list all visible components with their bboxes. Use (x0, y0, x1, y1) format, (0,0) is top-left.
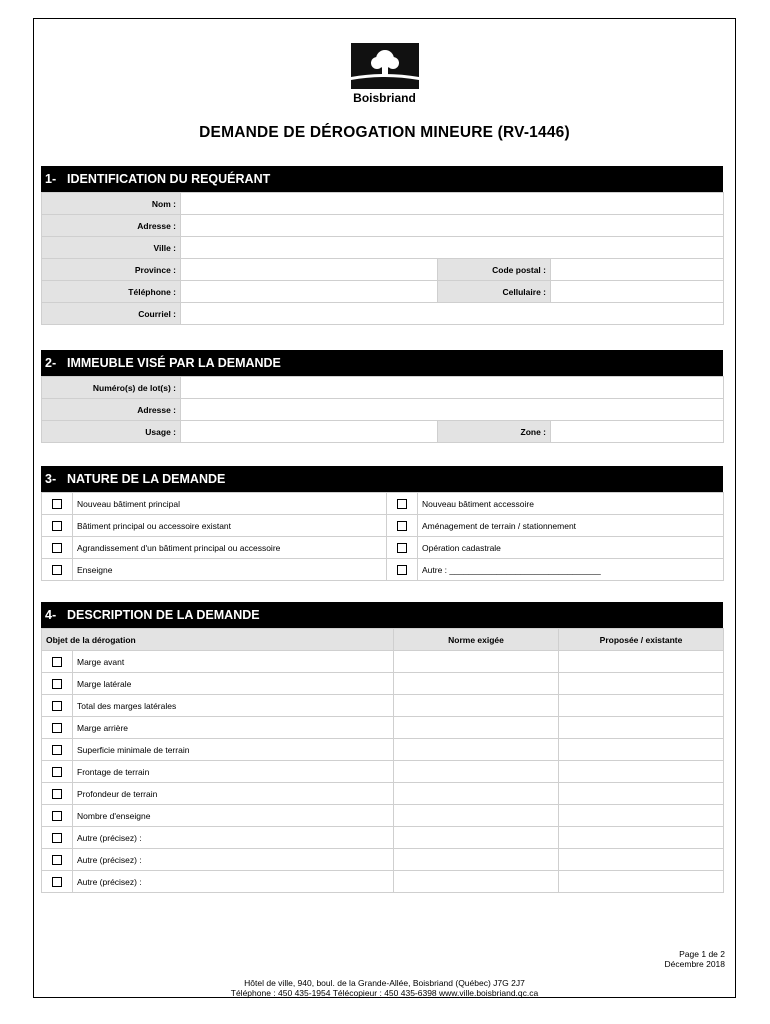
norme-field[interactable] (394, 783, 559, 805)
checkbox[interactable] (52, 877, 62, 887)
checkbox[interactable] (52, 745, 62, 755)
nature-option-label: Autre : ________________________________ (418, 559, 724, 581)
checkbox-cell[interactable] (42, 739, 73, 761)
document-title: DEMANDE DE DÉROGATION MINEURE (RV-1446) (199, 124, 570, 141)
proposee-field[interactable] (559, 849, 724, 871)
checkbox-cell[interactable] (42, 849, 73, 871)
norme-field[interactable] (394, 695, 559, 717)
checkbox[interactable] (52, 833, 62, 843)
section3-table (41, 492, 724, 581)
proposee-field[interactable] (559, 695, 724, 717)
table-row (42, 259, 724, 281)
checkbox-cell[interactable] (42, 515, 73, 537)
norme-field[interactable] (394, 871, 559, 893)
proposee-field[interactable] (559, 805, 724, 827)
contact-line: Téléphone : 450 435-1954 Télécopieur : 450 435-6398 www.ville.boisbriand.qc.ca (230, 988, 539, 998)
checkbox-cell[interactable] (42, 761, 73, 783)
lots-label: Numéro(s) de lot(s) : (42, 377, 181, 399)
checkbox[interactable] (397, 521, 407, 531)
zone-label: Zone : (438, 421, 551, 443)
zone-field[interactable] (551, 421, 724, 443)
checkbox[interactable] (52, 767, 62, 777)
derogation-item-label: Profondeur de terrain (73, 783, 394, 805)
derogation-item-label: Nombre d'enseigne (73, 805, 394, 827)
tree-icon (351, 43, 419, 89)
form-page (33, 18, 736, 998)
nature-option-label: Nouveau bâtiment principal (73, 493, 387, 515)
proposee-field[interactable] (559, 783, 724, 805)
table-row (42, 303, 724, 325)
checkbox[interactable] (52, 855, 62, 865)
revision-date: Décembre 2018 (664, 959, 725, 969)
table-row (42, 871, 724, 893)
address-line: Hôtel de ville, 940, boul. de la Grande-Allée, Boisbriand (Québec) J7G 2J7 (244, 978, 525, 988)
norme-field[interactable] (394, 651, 559, 673)
cellulaire-label: Cellulaire : (438, 281, 551, 303)
table-row (42, 421, 724, 443)
derogation-item-label: Marge latérale (73, 673, 394, 695)
table-row (42, 377, 724, 399)
checkbox-cell[interactable] (42, 717, 73, 739)
derogation-item-label: Marge arrière (73, 717, 394, 739)
adresse-field[interactable] (181, 215, 724, 237)
table-row (42, 493, 724, 515)
norme-field[interactable] (394, 827, 559, 849)
lots-field[interactable] (181, 377, 724, 399)
derogation-item-label: Autre (précisez) : (73, 849, 394, 871)
nature-option-label: Opération cadastrale (418, 537, 724, 559)
table-header-row (42, 629, 724, 651)
section4-header (41, 602, 723, 628)
nature-option-label: Nouveau bâtiment accessoire (418, 493, 724, 515)
courriel-field[interactable] (181, 303, 724, 325)
table-row (42, 651, 724, 673)
table-row (42, 673, 724, 695)
section2-header (41, 350, 723, 376)
table-row (42, 399, 724, 421)
checkbox-cell[interactable] (42, 695, 73, 717)
proposee-field[interactable] (559, 717, 724, 739)
checkbox-cell[interactable] (42, 871, 73, 893)
usage-label: Usage : (42, 421, 181, 443)
page-number: Page 1 de 2 (679, 949, 725, 959)
table-row (42, 827, 724, 849)
province-field[interactable] (181, 259, 438, 281)
table-row (42, 193, 724, 215)
norme-field[interactable] (394, 805, 559, 827)
telephone-field[interactable] (181, 281, 438, 303)
checkbox[interactable] (52, 657, 62, 667)
section4-title: DESCRIPTION DE LA DEMANDE (67, 608, 260, 622)
checkbox-cell[interactable] (42, 651, 73, 673)
checkbox[interactable] (397, 565, 407, 575)
section1-title: IDENTIFICATION DU REQUÉRANT (67, 172, 271, 186)
checkbox-cell[interactable] (42, 493, 73, 515)
section2-number: 2- (45, 356, 57, 370)
nom-field[interactable] (181, 193, 724, 215)
derogation-item-label: Marge avant (73, 651, 394, 673)
immeuble-adresse-label: Adresse : (42, 399, 181, 421)
table-row (42, 537, 724, 559)
derogation-item-label: Total des marges latérales (73, 695, 394, 717)
checkbox[interactable] (52, 499, 62, 509)
proposee-field[interactable] (559, 673, 724, 695)
nature-option-label: Enseigne (73, 559, 387, 581)
norme-field[interactable] (394, 761, 559, 783)
section2-title: IMMEUBLE VISÉ PAR LA DEMANDE (67, 356, 281, 370)
checkbox-cell[interactable] (387, 537, 418, 559)
boisbriand-logo (342, 43, 427, 107)
table-row (42, 695, 724, 717)
checkbox[interactable] (52, 543, 62, 553)
section4-table (41, 628, 724, 893)
checkbox-cell[interactable] (42, 673, 73, 695)
checkbox[interactable] (52, 701, 62, 711)
checkbox[interactable] (52, 521, 62, 531)
proposee-field[interactable] (559, 761, 724, 783)
table-row (42, 739, 724, 761)
section2-table (41, 376, 724, 443)
nature-option-label: Aménagement de terrain / stationnement (418, 515, 724, 537)
norme-field[interactable] (394, 849, 559, 871)
derogation-item-label: Frontage de terrain (73, 761, 394, 783)
checkbox[interactable] (397, 499, 407, 509)
table-row (42, 717, 724, 739)
section1-number: 1- (45, 172, 57, 186)
province-label: Province : (42, 259, 181, 281)
courriel-label: Courriel : (42, 303, 181, 325)
ville-label: Ville : (42, 237, 181, 259)
norme-column-header: Norme exigée (394, 629, 559, 651)
proposee-field[interactable] (559, 739, 724, 761)
checkbox[interactable] (397, 543, 407, 553)
derogation-item-label: Autre (précisez) : (73, 871, 394, 893)
objet-column-header: Objet de la dérogation (42, 629, 394, 651)
checkbox[interactable] (52, 811, 62, 821)
checkbox-cell[interactable] (42, 783, 73, 805)
proposee-field[interactable] (559, 651, 724, 673)
checkbox[interactable] (52, 789, 62, 799)
table-row (42, 559, 724, 581)
proposee-field[interactable] (559, 827, 724, 849)
nature-option-label: Bâtiment principal ou accessoire existant (73, 515, 387, 537)
table-row (42, 237, 724, 259)
adresse-label: Adresse : (42, 215, 181, 237)
page-info (665, 949, 725, 969)
norme-field[interactable] (394, 673, 559, 695)
nature-option-label: Agrandissement d'un bâtiment principal ou accessoire (73, 537, 387, 559)
code-postal-label: Code postal : (438, 259, 551, 281)
proposee-field[interactable] (559, 871, 724, 893)
table-row (42, 281, 724, 303)
logo-name: Boisbriand (353, 91, 416, 105)
usage-field[interactable] (181, 421, 438, 443)
checkbox-cell[interactable] (42, 805, 73, 827)
norme-field[interactable] (394, 739, 559, 761)
derogation-item-label: Superficie minimale de terrain (73, 739, 394, 761)
proposee-column-header: Proposée / existante (559, 629, 724, 651)
checkbox-cell[interactable] (387, 493, 418, 515)
table-row (42, 805, 724, 827)
ville-field[interactable] (181, 237, 724, 259)
table-row (42, 515, 724, 537)
telephone-label: Téléphone : (42, 281, 181, 303)
checkbox-cell[interactable] (42, 559, 73, 581)
code-postal-field[interactable] (551, 259, 724, 281)
checkbox[interactable] (52, 679, 62, 689)
checkbox-cell[interactable] (387, 559, 418, 581)
section3-number: 3- (45, 472, 57, 486)
checkbox-cell[interactable] (42, 537, 73, 559)
checkbox[interactable] (52, 565, 62, 575)
nom-label: Nom : (42, 193, 181, 215)
section1-header (41, 166, 723, 192)
section1-table (41, 192, 724, 325)
cellulaire-field[interactable] (551, 281, 724, 303)
derogation-item-label: Autre (précisez) : (73, 827, 394, 849)
checkbox-cell[interactable] (387, 515, 418, 537)
table-row (42, 215, 724, 237)
table-row (42, 849, 724, 871)
section3-header (41, 466, 723, 492)
section4-number: 4- (45, 608, 57, 622)
table-row (42, 783, 724, 805)
section3-title: NATURE DE LA DEMANDE (67, 472, 226, 486)
checkbox[interactable] (52, 723, 62, 733)
norme-field[interactable] (394, 717, 559, 739)
checkbox-cell[interactable] (42, 827, 73, 849)
footer-address (34, 978, 735, 998)
table-row (42, 761, 724, 783)
immeuble-adresse-field[interactable] (181, 399, 724, 421)
